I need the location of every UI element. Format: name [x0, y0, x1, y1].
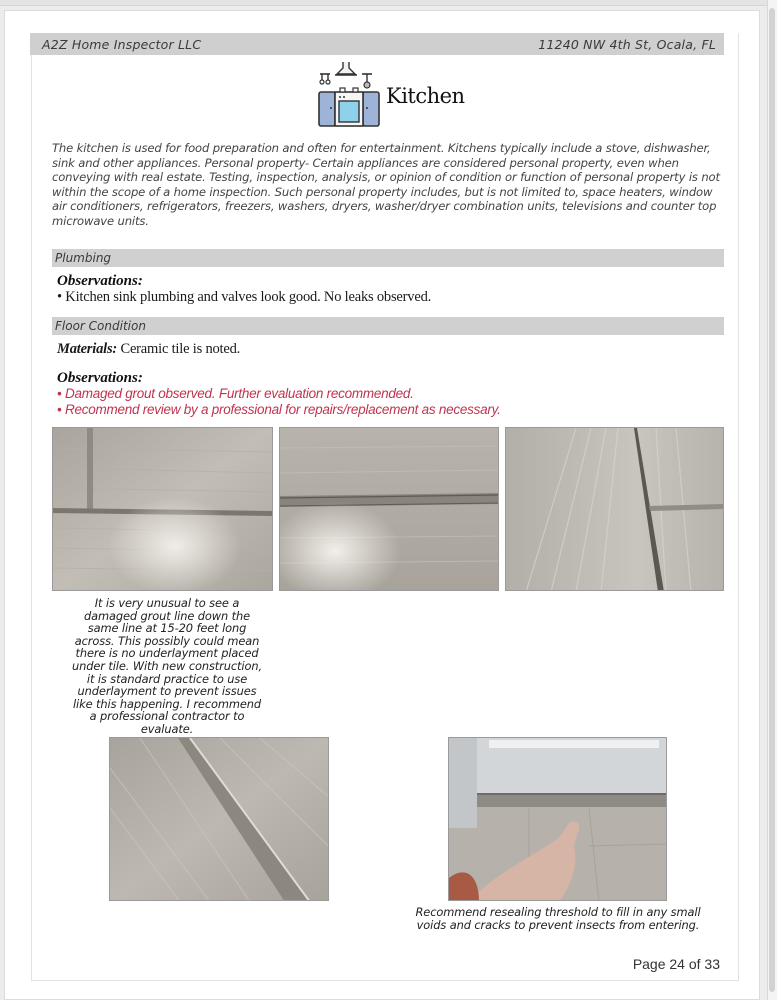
section-intro: The kitchen is used for food preparation and often for entertainment. Kitchens typically include a stove, dishwasher, sink and other appliances. Personal property- Certain appliances are considered personal property, even when conveying with real estate. Testing, inspection, analysis, or opinion of condition or function of personal property is not within the scope of a home inspection. Such personal property includes, but is not limited to, space heaters, window air conditioners, refrigerators, freezers, washers, dryers, washer/dryer combination units, televisions and counter top microwave units.: [52, 141, 720, 228]
caption-line: underlayment to prevent issues: [77, 684, 257, 699]
photo-grout-1-image: [53, 428, 273, 591]
photo-threshold[interactable]: [448, 737, 667, 901]
property-address: 11240 NW 4th St, Ocala, FL: [538, 36, 716, 52]
materials-label: Materials:: [57, 341, 118, 357]
viewer-top-bar: [0, 0, 777, 6]
report-header: [30, 33, 724, 55]
section-title: Kitchen: [386, 84, 465, 108]
caption-line: there is no underlayment placed: [75, 646, 259, 661]
plumbing-heading: Plumbing: [52, 249, 724, 267]
photo-grout-3-image: [506, 428, 724, 591]
plumbing-observation: • Kitchen sink plumbing and valves look good. No leaks observed.: [57, 289, 432, 305]
floor-heading: Floor Condition: [52, 317, 724, 335]
photo-tile-gap-image: [110, 738, 329, 901]
floor-observation-defect: • Damaged grout observed. Further evaluation recommended.: [57, 386, 414, 401]
floor-observations-label: Observations:: [57, 370, 143, 386]
materials-value: Ceramic tile is noted.: [120, 341, 241, 357]
photo-threshold-image: [449, 738, 667, 901]
floor-observation-recommendation: • Recommend review by a professional for repairs/replacement as necessary.: [57, 402, 501, 417]
caption-line: it is standard practice to use: [86, 671, 248, 686]
photo-grout-3[interactable]: [505, 427, 724, 591]
floor-materials: [57, 341, 240, 358]
caption-line: damaged grout line down the: [83, 608, 251, 623]
company-name: A2Z Home Inspector LLC: [42, 36, 202, 52]
scrollbar-thumb[interactable]: [769, 8, 775, 992]
photo-grout-1[interactable]: [52, 427, 273, 591]
page-number: Page 24 of 33: [632, 956, 720, 972]
photo-grout-2-image: [280, 428, 499, 591]
caption-line: a professional contractor to: [89, 709, 245, 724]
caption-line: It is very unusual to see a: [94, 596, 240, 610]
photo-grout-2[interactable]: [279, 427, 499, 591]
caption-line: like this happening. I recommend: [72, 696, 262, 711]
caption-threshold: [388, 906, 728, 931]
caption-line: voids and cracks to prevent insects from entering.: [416, 917, 700, 932]
plumbing-observations-label: Observations:: [57, 273, 143, 289]
caption-line: same line at 15-20 feet long: [87, 621, 247, 636]
kitchen-icon: [318, 60, 382, 128]
caption-line: under tile. With new construction,: [72, 658, 262, 673]
photo-tile-gap[interactable]: [109, 737, 329, 901]
section-title-block: [318, 60, 478, 130]
caption-line: Recommend resealing threshold to fill in any small: [415, 905, 701, 919]
caption-line: across. This possibly could mean: [74, 633, 260, 648]
caption-grout-line: [42, 597, 292, 736]
caption-line: evaluate.: [140, 721, 194, 736]
